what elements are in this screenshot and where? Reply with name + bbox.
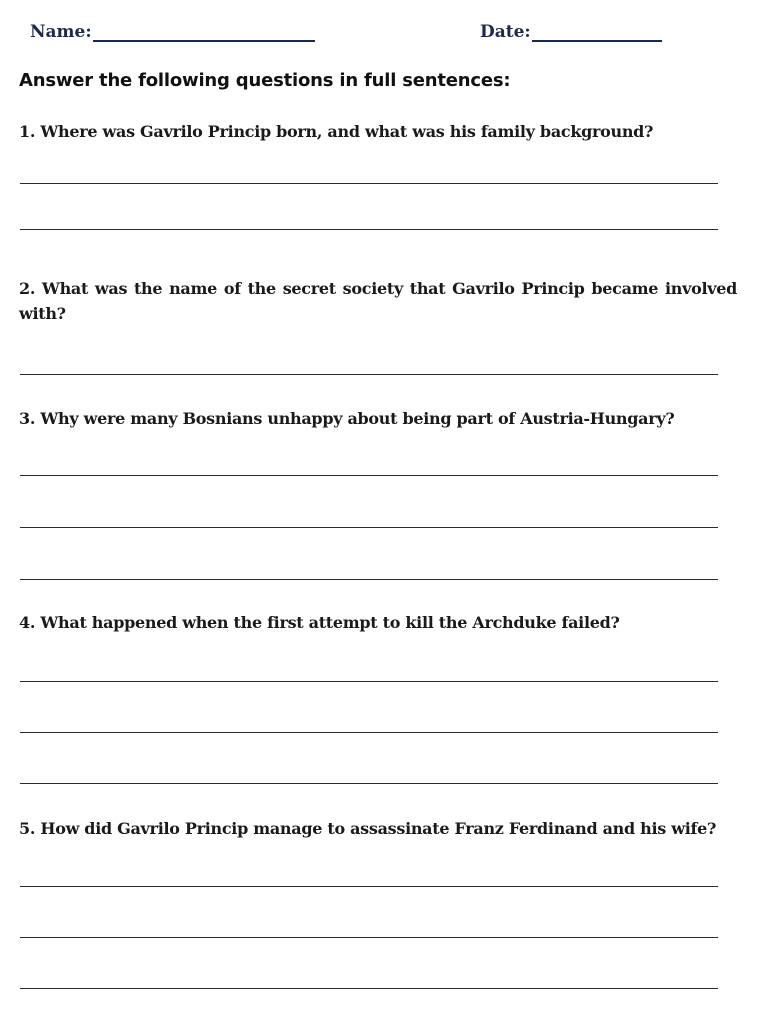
- answer-line[interactable]: [20, 886, 718, 887]
- date-blank[interactable]: [532, 23, 662, 42]
- date-label: Date:: [480, 22, 531, 42]
- answer-line[interactable]: [20, 681, 718, 682]
- answer-line[interactable]: [20, 732, 718, 733]
- instructions-heading: Answer the following questions in full sentences:: [19, 70, 511, 91]
- question-2: 2. What was the name of the secret society that Gavrilo Princip became involved with?: [19, 279, 737, 323]
- answer-line[interactable]: [20, 988, 718, 989]
- answer-line[interactable]: [20, 783, 718, 784]
- question-1: 1. Where was Gavrilo Princip born, and what was his family background?: [19, 122, 654, 141]
- answer-line[interactable]: [20, 183, 718, 184]
- answer-line[interactable]: [20, 937, 718, 938]
- answer-line[interactable]: [20, 374, 718, 375]
- question-5: 5. How did Gavrilo Princip manage to assassinate Franz Ferdinand and his wife?: [19, 819, 717, 838]
- question-4: 4. What happened when the first attempt to kill the Archduke failed?: [19, 613, 620, 632]
- name-label: Name:: [30, 22, 92, 42]
- answer-line[interactable]: [20, 527, 718, 528]
- name-field: [30, 22, 315, 42]
- answer-line[interactable]: [20, 579, 718, 580]
- answer-line[interactable]: [20, 229, 718, 230]
- name-blank[interactable]: [93, 23, 315, 42]
- question-3: 3. Why were many Bosnians unhappy about being part of Austria-Hungary?: [19, 409, 675, 428]
- answer-line[interactable]: [20, 475, 718, 476]
- date-field: [480, 22, 662, 42]
